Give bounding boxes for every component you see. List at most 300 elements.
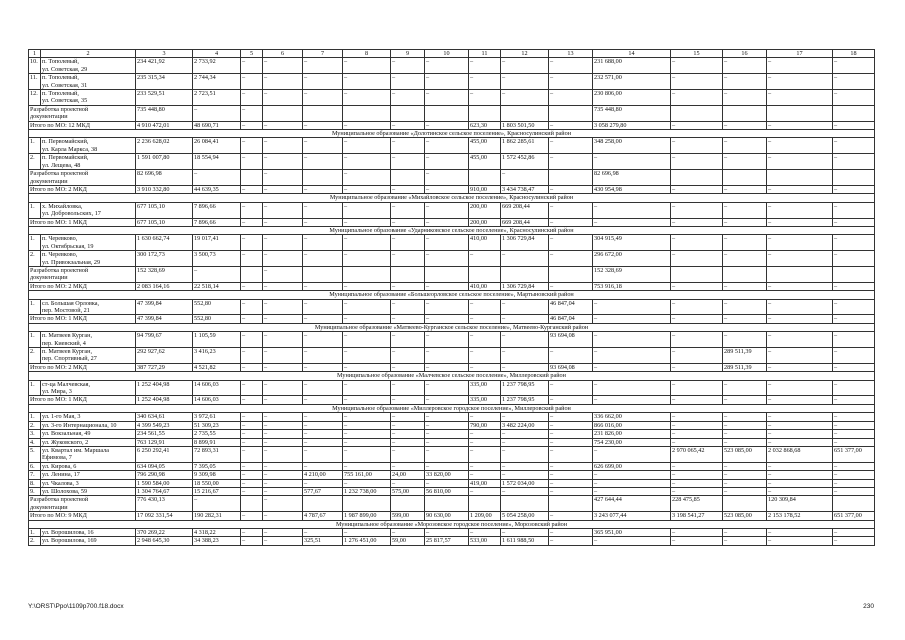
cell-value: [767, 105, 833, 121]
table-row: [29, 138, 875, 154]
cell-value: –: [343, 479, 391, 487]
cell-value: –: [501, 438, 549, 446]
cell-value: –: [391, 438, 425, 446]
cell-value: [767, 266, 833, 282]
column-number: 4: [193, 50, 241, 58]
cell-value: –: [343, 430, 391, 438]
cell-value: 3 198 541,27: [671, 512, 723, 520]
cell-value: –: [425, 528, 469, 536]
row-number: 2.: [29, 154, 41, 170]
municipality-header-row: [29, 520, 875, 528]
cell-value: [833, 496, 875, 512]
cell-value: [391, 266, 425, 282]
cell-value: –: [501, 528, 549, 536]
cell-value: –: [501, 363, 549, 371]
cell-value: –: [501, 251, 549, 267]
cell-value: 46 847,04: [549, 315, 593, 323]
cell-value: 577,67: [303, 487, 343, 495]
cell-value: 292 927,62: [136, 348, 193, 364]
cell-value: –: [303, 154, 343, 170]
cell-value: 533,00: [469, 537, 501, 545]
cell-value: –: [833, 363, 875, 371]
cell-value: –: [833, 74, 875, 90]
cell-value: –: [723, 332, 767, 348]
cell-value: –: [241, 74, 263, 90]
cell-value: 677 105,10: [136, 202, 193, 218]
cell-value: –: [549, 90, 593, 106]
cell-value: –: [469, 363, 501, 371]
cell-value: –: [549, 462, 593, 470]
row-number: 2.: [29, 348, 41, 364]
cell-value: 763 129,91: [136, 438, 193, 446]
cell-value: [241, 170, 263, 186]
table-row: [29, 154, 875, 170]
cell-value: –: [671, 380, 723, 396]
cell-value: –: [767, 138, 833, 154]
cell-value: –: [671, 90, 723, 106]
cell-value: –: [263, 299, 303, 315]
address-cell: ул. Квартал им. Маршала Ефимова, 7: [41, 446, 136, 462]
cell-value: –: [469, 413, 501, 421]
row-label: Итого по МО: 2 МКД: [29, 185, 136, 193]
cell-value: [549, 105, 593, 121]
table-row: [29, 90, 875, 106]
cell-value: –: [549, 121, 593, 129]
cell-value: –: [767, 74, 833, 90]
cell-value: –: [303, 396, 343, 404]
address-cell: п. Тополевый, ул. Советская, 29: [41, 58, 136, 74]
address-cell: х. Михайловка, ул. Добровольских, 17: [41, 202, 136, 218]
cell-value: –: [767, 90, 833, 106]
table-row: [29, 537, 875, 545]
cell-value: 4 910 472,01: [136, 121, 193, 129]
table-row: [29, 471, 875, 479]
cell-value: [469, 105, 501, 121]
cell-value: –: [593, 218, 671, 226]
cell-value: –: [767, 299, 833, 315]
cell-value: –: [391, 154, 425, 170]
cell-value: 94 799,67: [136, 332, 193, 348]
cell-value: –: [593, 299, 671, 315]
cell-value: 25 817,57: [425, 537, 469, 545]
cell-value: 387 727,29: [136, 363, 193, 371]
cell-value: 5 054 258,00: [501, 512, 549, 520]
cell-value: –: [263, 363, 303, 371]
cell-value: 44 639,35: [193, 185, 241, 193]
cell-value: –: [343, 235, 391, 251]
cell-value: [343, 105, 391, 121]
cell-value: 2 153 178,52: [767, 512, 833, 520]
cell-value: [549, 170, 593, 186]
cell-value: –: [469, 438, 501, 446]
table-row: [29, 421, 875, 429]
cell-value: –: [767, 438, 833, 446]
municipality-name: Муниципальное образование «Большеорловское сельское поселение», Мартыновский район: [29, 291, 875, 299]
cell-value: –: [303, 332, 343, 348]
cell-value: –: [343, 315, 391, 323]
summary-row: [29, 282, 875, 290]
row-number: 6.: [29, 462, 41, 470]
cell-value: –: [767, 58, 833, 74]
cell-value: 14 606,03: [193, 396, 241, 404]
table-row: [29, 332, 875, 348]
cell-value: [767, 170, 833, 186]
capital-repair-table: [28, 49, 875, 546]
cell-value: –: [241, 348, 263, 364]
cell-value: 231 826,00: [593, 430, 671, 438]
cell-value: –: [549, 235, 593, 251]
cell-value: –: [767, 413, 833, 421]
row-number: 7.: [29, 471, 41, 479]
table-row: [29, 380, 875, 396]
cell-value: –: [303, 202, 343, 218]
municipality-name: Муниципальное образование «Малчевское сельское поселение», Миллеровский район: [29, 372, 875, 380]
cell-value: –: [343, 74, 391, 90]
municipality-name: Муниципальное образование «Миллеровское городское поселение», Миллеровский район: [29, 404, 875, 412]
cell-value: –: [833, 396, 875, 404]
cell-value: 626 699,00: [593, 462, 671, 470]
summary-row: [29, 396, 875, 404]
cell-value: 623,30: [469, 121, 501, 129]
cell-value: 59,00: [391, 537, 425, 545]
cell-value: –: [303, 299, 343, 315]
cell-value: 47 399,84: [136, 299, 193, 315]
cell-value: –: [263, 537, 303, 545]
cell-value: –: [425, 202, 469, 218]
cell-value: 15 216,67: [193, 487, 241, 495]
cell-value: –: [549, 348, 593, 364]
cell-value: –: [425, 446, 469, 462]
cell-value: –: [343, 446, 391, 462]
row-label: Итого по МО: 1 МКД: [29, 315, 136, 323]
cell-value: 1 611 988,50: [501, 537, 549, 545]
cell-value: 4 399 549,23: [136, 421, 193, 429]
cell-value: 7 896,66: [193, 218, 241, 226]
cell-value: –: [671, 528, 723, 536]
cell-value: [723, 496, 767, 512]
cell-value: 234 421,92: [136, 58, 193, 74]
cell-value: –: [833, 479, 875, 487]
cell-value: 335,00: [469, 380, 501, 396]
cell-value: –: [391, 299, 425, 315]
cell-value: –: [263, 413, 303, 421]
cell-value: –: [193, 170, 241, 186]
cell-value: –: [833, 251, 875, 267]
cell-value: 370 269,22: [136, 528, 193, 536]
cell-value: –: [425, 138, 469, 154]
cell-value: –: [671, 396, 723, 404]
cell-value: –: [549, 421, 593, 429]
cell-value: –: [833, 90, 875, 106]
cell-value: –: [241, 202, 263, 218]
cell-value: –: [671, 421, 723, 429]
cell-value: –: [671, 299, 723, 315]
cell-value: 1 252 404,98: [136, 380, 193, 396]
table-row: [29, 462, 875, 470]
cell-value: 1 252 404,98: [136, 396, 193, 404]
cell-value: 3 500,73: [193, 251, 241, 267]
cell-value: –: [391, 413, 425, 421]
summary-row: [29, 121, 875, 129]
cell-value: –: [767, 251, 833, 267]
cell-value: –: [833, 315, 875, 323]
municipality-name: Муниципальное образование «Долотинское сельское поселение», Красносулинский район: [29, 130, 875, 138]
cell-value: –: [833, 58, 875, 74]
cell-value: 1 630 662,74: [136, 235, 193, 251]
cell-value: 410,00: [469, 282, 501, 290]
address-cell: п. Черевково, ул. Октябрьская, 19: [41, 235, 136, 251]
cell-value: [241, 266, 263, 282]
cell-value: –: [343, 138, 391, 154]
cell-value: –: [723, 251, 767, 267]
cell-value: –: [549, 282, 593, 290]
cell-value: 754 230,00: [593, 438, 671, 446]
cell-value: –: [303, 438, 343, 446]
cell-value: –: [549, 528, 593, 536]
cell-value: –: [343, 299, 391, 315]
cell-value: –: [425, 121, 469, 129]
cell-value: –: [343, 348, 391, 364]
cell-value: –: [343, 421, 391, 429]
cell-value: –: [593, 154, 671, 170]
cell-value: –: [425, 170, 469, 186]
cell-value: 575,00: [391, 487, 425, 495]
cell-value: [391, 496, 425, 512]
cell-value: –: [391, 235, 425, 251]
cell-value: 1 306 729,84: [501, 282, 549, 290]
cell-value: 1 276 451,00: [343, 537, 391, 545]
cell-value: –: [833, 528, 875, 536]
cell-value: –: [391, 90, 425, 106]
cell-value: –: [593, 348, 671, 364]
cell-value: –: [263, 170, 303, 186]
cell-value: –: [723, 235, 767, 251]
cell-value: [425, 496, 469, 512]
table-row: [29, 58, 875, 74]
cell-value: –: [343, 121, 391, 129]
cell-value: –: [833, 235, 875, 251]
cell-value: –: [723, 282, 767, 290]
cell-value: –: [263, 58, 303, 74]
cell-value: 3 972,61: [193, 413, 241, 421]
cell-value: 72 893,31: [193, 446, 241, 462]
table-body: [29, 50, 875, 546]
cell-value: 200,00: [469, 218, 501, 226]
cell-value: –: [671, 363, 723, 371]
cell-value: –: [241, 58, 263, 74]
cell-value: –: [549, 218, 593, 226]
cell-value: –: [425, 282, 469, 290]
cell-value: –: [767, 380, 833, 396]
cell-value: –: [549, 537, 593, 545]
cell-value: 455,00: [469, 138, 501, 154]
cell-value: –: [303, 138, 343, 154]
cell-value: 1 237 798,95: [501, 396, 549, 404]
cell-value: 93 694,08: [549, 363, 593, 371]
cell-value: [501, 496, 549, 512]
cell-value: –: [391, 138, 425, 154]
cell-value: –: [303, 90, 343, 106]
cell-value: 866 016,00: [593, 421, 671, 429]
municipality-header-row: [29, 372, 875, 380]
address-cell: п. Тополевый, ул. Советская, 31: [41, 74, 136, 90]
cell-value: 340 634,61: [136, 413, 193, 421]
cell-value: –: [263, 235, 303, 251]
column-number: 9: [391, 50, 425, 58]
cell-value: –: [469, 462, 501, 470]
cell-value: 6 250 292,41: [136, 446, 193, 462]
row-label: Итого по МО: 9 МКД: [29, 512, 136, 520]
cell-value: –: [343, 170, 391, 186]
cell-value: [343, 266, 391, 282]
cell-value: –: [263, 332, 303, 348]
cell-value: 4 210,00: [303, 471, 343, 479]
cell-value: –: [241, 462, 263, 470]
cell-value: –: [263, 348, 303, 364]
cell-value: 9 309,98: [193, 471, 241, 479]
cell-value: –: [241, 90, 263, 106]
cell-value: 19 017,41: [193, 235, 241, 251]
cell-value: –: [391, 282, 425, 290]
cell-value: 2 723,51: [193, 90, 241, 106]
cell-value: –: [425, 380, 469, 396]
cell-value: –: [833, 185, 875, 193]
row-label: Разработка проектной документации: [29, 496, 136, 512]
cell-value: –: [593, 363, 671, 371]
cell-value: –: [425, 479, 469, 487]
address-cell: ул. Ворошилова, 169: [41, 537, 136, 545]
column-number: 7: [303, 50, 343, 58]
cell-value: 651 377,00: [833, 512, 875, 520]
cell-value: –: [501, 315, 549, 323]
cell-value: –: [343, 332, 391, 348]
cell-value: –: [833, 487, 875, 495]
cell-value: –: [671, 282, 723, 290]
cell-value: –: [723, 58, 767, 74]
cell-value: –: [767, 235, 833, 251]
cell-value: –: [241, 332, 263, 348]
cell-value: –: [241, 315, 263, 323]
cell-value: –: [671, 487, 723, 495]
row-number: 1.: [29, 138, 41, 154]
cell-value: 348 258,00: [593, 138, 671, 154]
cell-value: –: [549, 487, 593, 495]
cell-value: [501, 105, 549, 121]
cell-value: –: [241, 218, 263, 226]
cell-value: 427 644,44: [593, 496, 671, 512]
cell-value: 677 105,10: [136, 218, 193, 226]
cell-value: –: [723, 138, 767, 154]
cell-value: –: [671, 138, 723, 154]
cell-value: 56 810,00: [425, 487, 469, 495]
cell-value: 120 309,84: [767, 496, 833, 512]
table-row: [29, 528, 875, 536]
address-cell: ул. Ленина, 17: [41, 471, 136, 479]
cell-value: –: [425, 348, 469, 364]
cell-value: –: [593, 315, 671, 323]
cell-value: –: [425, 251, 469, 267]
cell-value: –: [241, 438, 263, 446]
cell-value: –: [833, 299, 875, 315]
cell-value: –: [501, 430, 549, 438]
cell-value: –: [241, 413, 263, 421]
address-cell: сл. Большая Орловка, пер. Мостовой, 21: [41, 299, 136, 315]
cell-value: 3 910 332,80: [136, 185, 193, 193]
address-cell: п. Первомайский, ул. Лещева, 48: [41, 154, 136, 170]
cell-value: –: [501, 348, 549, 364]
cell-value: –: [593, 380, 671, 396]
table-row: [29, 446, 875, 462]
cell-value: 3 058 279,80: [593, 121, 671, 129]
cell-value: 2 236 628,02: [136, 138, 193, 154]
cell-value: –: [767, 348, 833, 364]
cell-value: –: [549, 251, 593, 267]
cell-value: –: [501, 446, 549, 462]
cell-value: –: [501, 471, 549, 479]
cell-value: –: [723, 413, 767, 421]
cell-value: –: [425, 74, 469, 90]
cell-value: –: [391, 315, 425, 323]
address-cell: ул. Ворошилова, 16: [41, 528, 136, 536]
cell-value: 2 970 065,42: [671, 446, 723, 462]
cell-value: 3 243 077,44: [593, 512, 671, 520]
cell-value: –: [671, 315, 723, 323]
cell-value: –: [767, 332, 833, 348]
cell-value: [391, 170, 425, 186]
cell-value: –: [425, 421, 469, 429]
cell-value: 430 954,98: [593, 185, 671, 193]
cell-value: 325,51: [303, 537, 343, 545]
cell-value: –: [241, 512, 263, 520]
cell-value: [469, 170, 501, 186]
cell-value: –: [469, 471, 501, 479]
cell-value: 1 590 584,00: [136, 479, 193, 487]
cell-value: –: [263, 512, 303, 520]
cell-value: –: [303, 185, 343, 193]
cell-value: 4 318,22: [193, 528, 241, 536]
cell-value: –: [767, 121, 833, 129]
row-number: 4.: [29, 438, 41, 446]
cell-value: –: [241, 528, 263, 536]
cell-value: –: [671, 251, 723, 267]
table-row: [29, 479, 875, 487]
cell-value: 152 328,69: [593, 266, 671, 282]
cell-value: –: [425, 438, 469, 446]
cell-value: –: [303, 421, 343, 429]
cell-value: –: [549, 438, 593, 446]
cell-value: 1 862 285,61: [501, 138, 549, 154]
cell-value: –: [303, 380, 343, 396]
cell-value: –: [241, 537, 263, 545]
cell-value: 790,00: [469, 421, 501, 429]
cell-value: 231 688,00: [593, 58, 671, 74]
cell-value: [671, 266, 723, 282]
cell-value: –: [671, 479, 723, 487]
cell-value: –: [833, 218, 875, 226]
cell-value: [549, 266, 593, 282]
cell-value: –: [241, 479, 263, 487]
cell-value: –: [549, 202, 593, 218]
cell-value: [469, 496, 501, 512]
cell-value: –: [549, 185, 593, 193]
cell-value: –: [469, 446, 501, 462]
cell-value: –: [193, 266, 241, 282]
cell-value: 336 662,00: [593, 413, 671, 421]
summary-row: [29, 512, 875, 520]
cell-value: –: [549, 74, 593, 90]
cell-value: –: [723, 380, 767, 396]
cell-value: –: [425, 185, 469, 193]
